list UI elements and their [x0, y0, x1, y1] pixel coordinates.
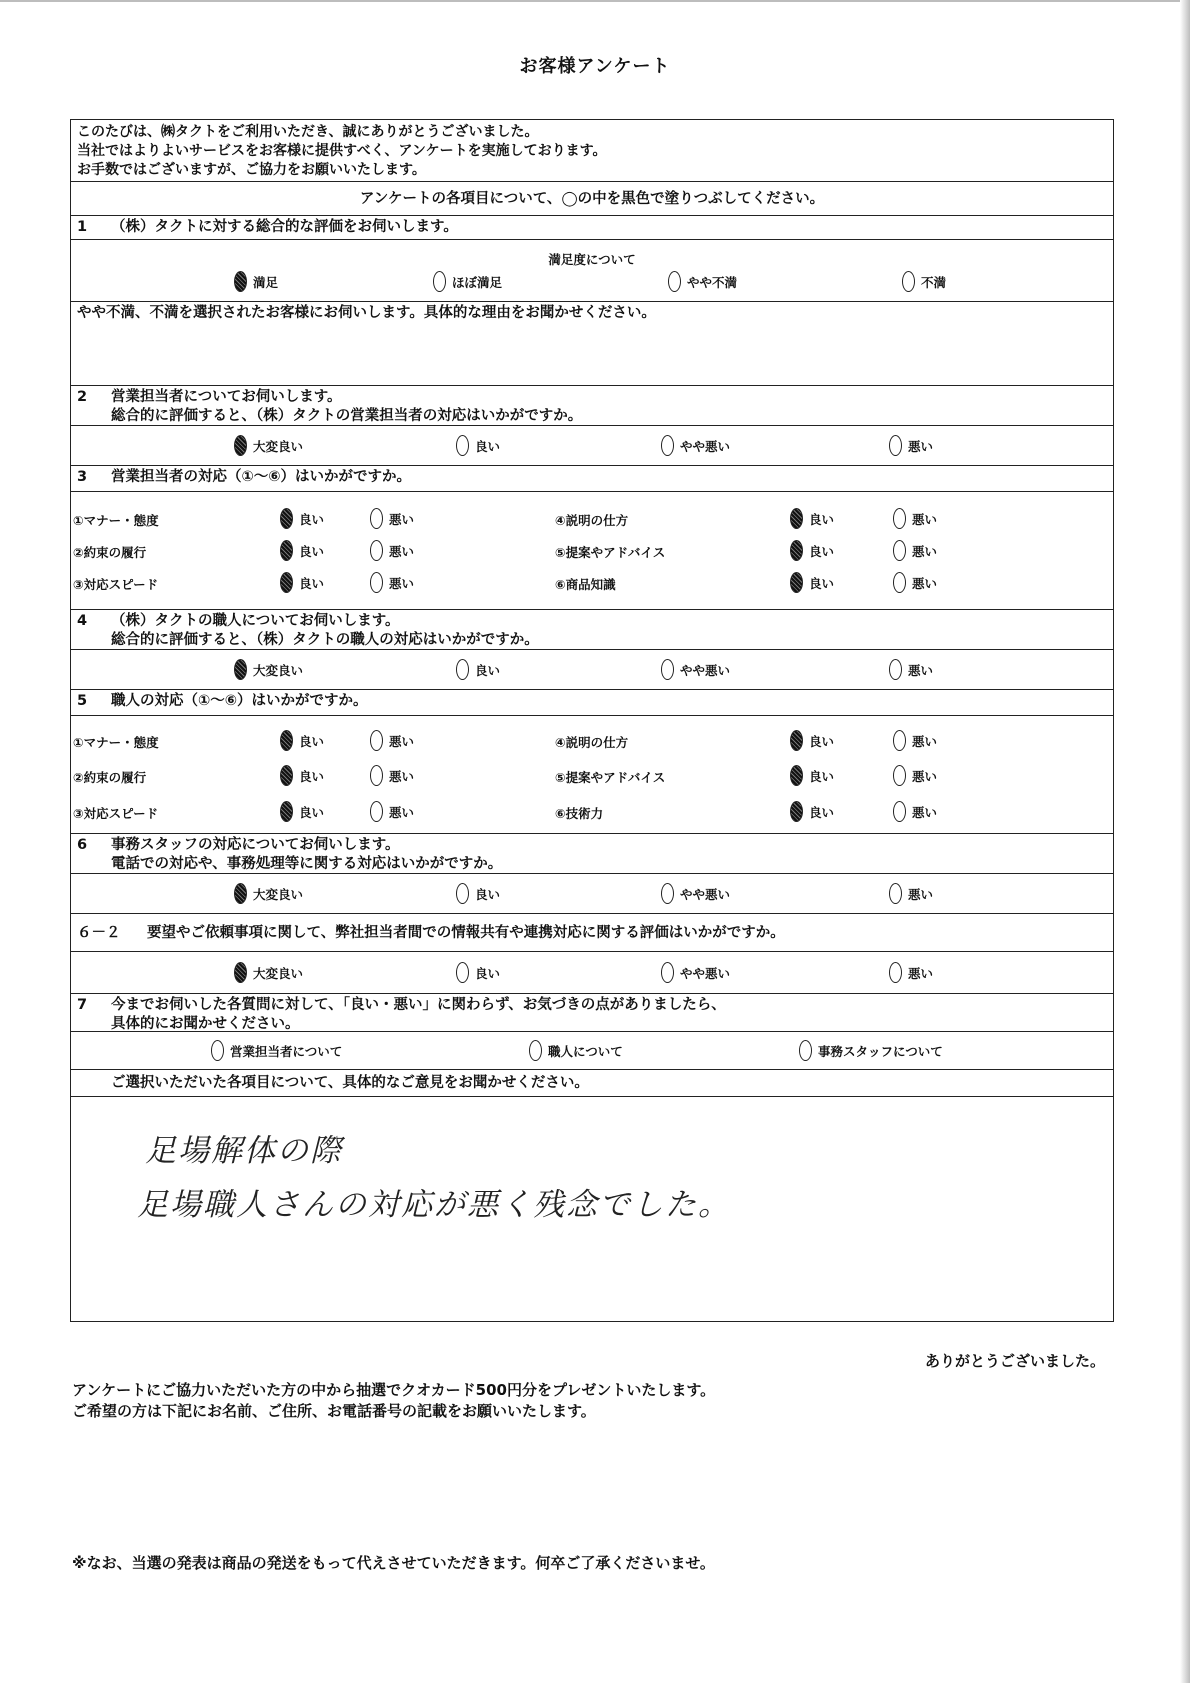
radio-empty-icon [661, 883, 674, 904]
intro-text [71, 120, 1113, 182]
radio-empty-icon [211, 1040, 224, 1061]
option-bad[interactable] [370, 765, 414, 786]
question-number: 1 [77, 219, 88, 235]
q3-header [71, 466, 1113, 492]
option-good[interactable] [790, 540, 834, 561]
option-yoi[interactable] [456, 883, 500, 904]
q7-header [71, 994, 1113, 1032]
radio-empty-icon [889, 883, 902, 904]
radio-filled-icon [280, 508, 293, 529]
q4-options [71, 650, 1113, 690]
radio-empty-icon [456, 435, 469, 456]
q6-options [71, 874, 1113, 914]
q3-options [71, 492, 1113, 610]
comment-area[interactable] [71, 1097, 1113, 1321]
option-label: 悪い [389, 575, 415, 591]
question-text: 具体的にお聞かせください。 [111, 1016, 300, 1032]
option-good[interactable] [280, 572, 324, 593]
question-number: 2 [77, 389, 88, 405]
q4-header [71, 610, 1113, 650]
option-office-staff[interactable] [799, 1040, 943, 1061]
option-label: 悪い [912, 575, 938, 591]
option-bad[interactable] [893, 572, 937, 593]
radio-filled-icon [280, 765, 293, 786]
question-number: ６－２ [77, 925, 121, 941]
option-label: 大変良い [253, 662, 304, 678]
reason-prompt: やや不満、不満を選択されたお客様にお伺いします。具体的な理由をお聞かせください。 [77, 305, 656, 321]
option-label: 悪い [908, 965, 934, 981]
option-yaya-warui[interactable] [661, 962, 730, 983]
option-sales[interactable] [211, 1040, 342, 1061]
option-label: 大変良い [253, 965, 304, 981]
option-bad[interactable] [370, 572, 414, 593]
option-label: 悪い [908, 886, 934, 902]
footer-note: ※なお、当選の発表は商品の発送をもって代えさせていただきます。何卒ご了承くださいませ。 [72, 1554, 715, 1572]
radio-filled-icon [234, 659, 247, 680]
option-bad[interactable] [893, 730, 937, 751]
radio-empty-icon [893, 801, 906, 822]
item-label: ⑤提案やアドバイス [555, 545, 666, 560]
q7-prompt [71, 1070, 1113, 1097]
q1-header [71, 216, 1113, 240]
item-label: ③対応スピード [73, 806, 159, 821]
option-label: 悪い [908, 438, 934, 454]
option-good[interactable] [790, 508, 834, 529]
option-label: 悪い [389, 768, 415, 784]
item-label: ⑥技術力 [555, 806, 604, 821]
comment-prompt: ご選択いただいた各項目について、具体的なご意見をお聞かせください。 [111, 1075, 589, 1091]
option-label: 悪い [912, 768, 938, 784]
option-fuman[interactable] [902, 271, 946, 292]
item-label: ①マナー・態度 [73, 513, 159, 528]
page-title: お客様アンケート [519, 56, 671, 77]
option-label: 悪い [912, 804, 938, 820]
radio-filled-icon [790, 801, 803, 822]
option-good[interactable] [790, 730, 834, 751]
option-warui[interactable] [889, 883, 933, 904]
question-number: 4 [77, 613, 88, 629]
option-label: やや悪い [680, 438, 731, 454]
radio-empty-icon [893, 730, 906, 751]
option-label: 良い [809, 575, 835, 591]
option-label: 良い [299, 575, 325, 591]
option-bad[interactable] [893, 801, 937, 822]
option-label: 大変良い [253, 438, 304, 454]
option-label: 良い [475, 438, 501, 454]
radio-empty-icon [456, 659, 469, 680]
option-yoi[interactable] [456, 435, 500, 456]
radio-empty-icon [370, 801, 383, 822]
option-label: 悪い [912, 511, 938, 527]
option-label: 悪い [912, 543, 938, 559]
option-label: 良い [475, 965, 501, 981]
option-label: やや悪い [680, 886, 731, 902]
item-label: ⑥商品知識 [555, 577, 616, 592]
question-number: 5 [77, 693, 88, 709]
radio-filled-icon [234, 435, 247, 456]
question-number: 3 [77, 469, 88, 485]
option-label: 大変良い [253, 886, 304, 902]
q2-options [71, 426, 1113, 466]
option-yoi[interactable] [456, 962, 500, 983]
q5-header [71, 690, 1113, 716]
option-yaya-fuman[interactable] [668, 271, 737, 292]
option-label: 良い [299, 543, 325, 559]
option-label: やや悪い [680, 662, 731, 678]
option-label: 良い [475, 662, 501, 678]
radio-empty-icon [370, 765, 383, 786]
option-bad[interactable] [893, 765, 937, 786]
option-label: 良い [809, 804, 835, 820]
radio-empty-icon [370, 508, 383, 529]
option-yaya-warui[interactable] [661, 883, 730, 904]
option-label: ほぼ満足 [452, 274, 503, 290]
q2-header [71, 386, 1113, 426]
option-label: 良い [809, 768, 835, 784]
question-text: 事務スタッフの対応についてお伺いします。 [111, 837, 400, 853]
question-text: 今までお伺いした各質問に対して、「良い・悪い」に関わらず、お気づきの点がありましたら、 [111, 997, 726, 1013]
option-yaya-warui[interactable] [661, 659, 730, 680]
option-bad[interactable] [370, 508, 414, 529]
option-label: やや悪い [680, 965, 731, 981]
option-good[interactable] [790, 765, 834, 786]
question-text: （株）タクトに対する総合的な評価をお伺いします。 [111, 219, 458, 235]
option-good[interactable] [280, 540, 324, 561]
radio-filled-icon [234, 883, 247, 904]
question-text: 要望やご依頼事項に関して、弊社担当者間での情報共有や連携対応に関する評価はいかがですか。 [147, 925, 785, 941]
option-label: 悪い [389, 733, 415, 749]
radio-filled-icon [280, 801, 293, 822]
radio-filled-icon [234, 271, 247, 292]
q6-2-header [71, 914, 1113, 952]
handwritten-comment: 足場職人さんの対応が悪く残念でした。 [137, 1187, 731, 1223]
option-bad[interactable] [893, 540, 937, 561]
question-text: 総合的に評価すると、（株）タクトの営業担当者の対応はいかがですか。 [111, 408, 583, 424]
option-good[interactable] [790, 801, 834, 822]
question-text: 職人の対応（①～⑥）はいかがですか。 [111, 693, 368, 709]
radio-empty-icon [889, 962, 902, 983]
instruction: アンケートの各項目について、◯の中を黒色で塗りつぶしてください。 [71, 182, 1113, 216]
radio-empty-icon [433, 271, 446, 292]
question-text: （株）タクトの職人についてお伺いします。 [111, 613, 400, 629]
option-label: 営業担当者について [230, 1043, 343, 1059]
option-warui[interactable] [889, 435, 933, 456]
option-warui[interactable] [889, 962, 933, 983]
item-label: ④説明の仕方 [555, 735, 629, 750]
question-text: 営業担当者についてお伺いします。 [111, 389, 342, 405]
q1-reason[interactable] [71, 302, 1113, 386]
radio-empty-icon [893, 765, 906, 786]
option-label: 良い [475, 886, 501, 902]
option-yoi[interactable] [456, 659, 500, 680]
option-taihen-yoi[interactable] [234, 962, 303, 983]
option-label: 良い [299, 804, 325, 820]
option-taihen-yoi[interactable] [234, 883, 303, 904]
option-label: やや不満 [687, 274, 738, 290]
option-taihen-yoi[interactable] [234, 659, 303, 680]
option-label: 良い [299, 733, 325, 749]
radio-filled-icon [790, 508, 803, 529]
option-label: 良い [809, 543, 835, 559]
item-label: ①マナー・態度 [73, 735, 159, 750]
radio-filled-icon [280, 540, 293, 561]
q1-options [71, 240, 1113, 302]
radio-empty-icon [661, 659, 674, 680]
option-label: 悪い [389, 511, 415, 527]
item-label: ②約束の履行 [73, 545, 147, 560]
radio-filled-icon [234, 962, 247, 983]
footer-line: ご希望の方は下記にお名前、ご住所、お電話番号の記載をお願いいたします。 [72, 1402, 596, 1420]
radio-empty-icon [893, 508, 906, 529]
radio-empty-icon [893, 540, 906, 561]
thanks-text: ありがとうございました。 [924, 1352, 1105, 1370]
option-label: 不満 [921, 274, 947, 290]
radio-empty-icon [661, 435, 674, 456]
radio-empty-icon [370, 572, 383, 593]
radio-empty-icon [889, 435, 902, 456]
q5-options [71, 716, 1113, 834]
scan-edge-right [1180, 0, 1190, 1683]
radio-empty-icon [370, 540, 383, 561]
option-label: 良い [809, 511, 835, 527]
option-yaya-warui[interactable] [661, 435, 730, 456]
option-label: 満足 [253, 274, 279, 290]
radio-filled-icon [790, 765, 803, 786]
scan-edge-top [0, 0, 1190, 2]
option-bad[interactable] [370, 540, 414, 561]
option-craftsman[interactable] [529, 1040, 623, 1061]
question-text: 営業担当者の対応（①～⑥）はいかがですか。 [111, 469, 412, 485]
radio-empty-icon [668, 271, 681, 292]
option-label: 悪い [389, 804, 415, 820]
radio-empty-icon [456, 883, 469, 904]
intro-line: このたびは、㈱タクトをご利用いただき、誠にありがとうございました。 [77, 124, 539, 140]
option-warui[interactable] [889, 659, 933, 680]
question-number: 7 [77, 997, 88, 1013]
option-good[interactable] [280, 801, 324, 822]
option-bad[interactable] [370, 730, 414, 751]
radio-empty-icon [893, 572, 906, 593]
item-label: ⑤提案やアドバイス [555, 770, 666, 785]
radio-empty-icon [456, 962, 469, 983]
option-bad[interactable] [370, 801, 414, 822]
radio-empty-icon [529, 1040, 542, 1061]
radio-empty-icon [889, 659, 902, 680]
option-good[interactable] [280, 765, 324, 786]
option-label: 事務スタッフについて [818, 1043, 943, 1059]
item-label: ③対応スピード [73, 577, 159, 592]
radio-filled-icon [280, 730, 293, 751]
option-good[interactable] [280, 730, 324, 751]
radio-filled-icon [280, 572, 293, 593]
option-manzoku[interactable] [234, 271, 278, 292]
survey-form [70, 119, 1114, 1322]
q6-2-options [71, 952, 1113, 994]
option-good[interactable] [280, 508, 324, 529]
option-label: 良い [809, 733, 835, 749]
option-label: 悪い [389, 543, 415, 559]
radio-empty-icon [661, 962, 674, 983]
question-number: 6 [77, 837, 88, 853]
option-label: 悪い [912, 733, 938, 749]
item-label: ②約束の履行 [73, 770, 147, 785]
option-label: 良い [299, 768, 325, 784]
option-label: 良い [299, 511, 325, 527]
question-text: 電話での対応や、事務処理等に関する対応はいかがですか。 [111, 856, 503, 872]
option-good[interactable] [790, 572, 834, 593]
option-taihen-yoi[interactable] [234, 435, 303, 456]
radio-empty-icon [799, 1040, 812, 1061]
q6-header [71, 834, 1113, 874]
item-label: ④説明の仕方 [555, 513, 629, 528]
option-label: 悪い [908, 662, 934, 678]
satisfaction-caption: 満足度について [548, 252, 636, 267]
intro-line: 当社ではよりよいサービスをお客様に提供すべく、アンケートを実施しております。 [77, 143, 607, 159]
radio-filled-icon [790, 572, 803, 593]
radio-empty-icon [902, 271, 915, 292]
radio-filled-icon [790, 730, 803, 751]
radio-empty-icon [370, 730, 383, 751]
option-label: 職人について [548, 1043, 623, 1059]
handwritten-comment: 足場解体の際 [145, 1133, 343, 1169]
option-bad[interactable] [893, 508, 937, 529]
footer-line: アンケートにご協力いただいた方の中から抽選でクオカード500円分をプレゼントいたします。 [72, 1381, 716, 1399]
intro-line: お手数ではございますが、ご協力をお願いいたします。 [77, 162, 426, 178]
q7-options [71, 1032, 1113, 1070]
question-text: 総合的に評価すると、（株）タクトの職人の対応はいかがですか。 [111, 632, 539, 648]
option-hobo-manzoku[interactable] [433, 271, 502, 292]
radio-filled-icon [790, 540, 803, 561]
